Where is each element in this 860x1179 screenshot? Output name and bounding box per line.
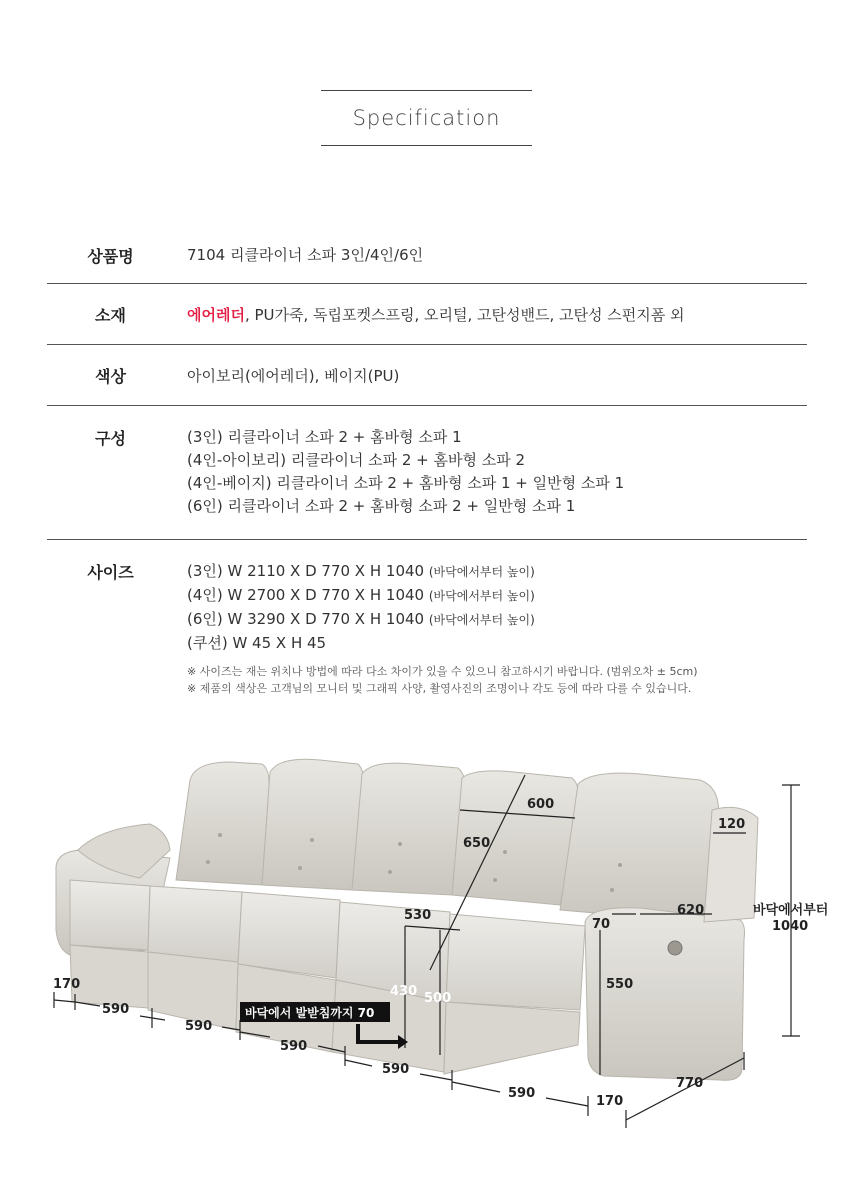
composition-line: (4인-아이보리) 리클라이너 소파 2 + 홈바형 소파 2 <box>187 451 526 469</box>
size-line-text: (6인) W 3290 X D 770 X H 1040 <box>187 610 425 628</box>
spec-value-color: 아이보리(에어레더), 베이지(PU) <box>187 366 400 385</box>
dim-seat-width: 600 <box>527 797 555 812</box>
dim-arm-height: 550 <box>606 977 634 992</box>
spec-value-material <box>174 304 807 325</box>
size-note: ※ 제품의 색상은 고객님의 모니터 및 그래픽 사양, 촬영사진의 조명이나 각도 등에 따라 다를 수 있습니다. <box>187 682 692 695</box>
size-line-text: (4인) W 2700 X D 770 X H 1040 <box>187 586 425 604</box>
material-highlight: 에어레더 <box>187 305 245 324</box>
spec-table <box>47 228 807 697</box>
dim-armrest-height: 500 <box>424 991 452 1006</box>
dim-back-height: 650 <box>463 836 491 851</box>
dim-footrest: 바닥에서 발받침까지 70 <box>245 1006 375 1020</box>
size-line <box>187 608 807 632</box>
dim-section-2: 590 <box>185 1019 213 1034</box>
size-line-text: (쿠션) W 45 X H 45 <box>187 634 327 652</box>
size-notes <box>187 663 807 697</box>
dim-section-4: 590 <box>382 1062 410 1077</box>
composition-line: (4인-베이지) 리클라이너 소파 2 + 홈바형 소파 1 + 일반형 소파 1 <box>187 474 625 492</box>
material-rest: , PU가죽, 독립포켓스프링, 오리털, 고탄성밴드, 고탄성 스펀지폼 외 <box>244 305 685 324</box>
recline-button-icon <box>668 941 682 955</box>
dim-total-height-label: 바닥에서부터 <box>753 903 829 918</box>
dim-right-edge: 170 <box>596 1094 624 1109</box>
size-line-text: (3인) W 2110 X D 770 X H 1040 <box>187 562 425 580</box>
spec-heading-box <box>321 90 532 146</box>
dim-arm-edge: 70 <box>592 917 611 932</box>
spec-row-name <box>47 228 807 284</box>
dim-seat-depth: 530 <box>404 908 432 923</box>
dim-total-height: 1040 <box>772 919 809 934</box>
size-note: ※ 사이즈는 재는 위치나 방법에 따라 다소 차이가 있을 수 있으니 참고하시기 바랍니다. (범위오차 ± 5cm) <box>187 665 698 678</box>
spec-value-composition <box>174 426 807 518</box>
spec-row-color <box>47 345 807 406</box>
size-line <box>187 584 807 608</box>
dim-section-3: 590 <box>280 1039 308 1054</box>
right-arm <box>585 908 745 1081</box>
dim-arm-depth: 620 <box>677 903 705 918</box>
dim-left-edge: 170 <box>53 977 81 992</box>
size-line <box>187 632 807 655</box>
spec-value-name: 7104 리클라이너 소파 3인/4인/6인 <box>187 246 424 264</box>
size-line <box>187 560 807 584</box>
spec-label-material: 소재 <box>95 305 126 325</box>
spec-label-composition: 구성 <box>95 429 126 448</box>
dim-armrest-width: 120 <box>718 817 746 832</box>
spec-label-color: 색상 <box>95 366 126 386</box>
composition-line: (3인) 리클라이너 소파 2 + 홈바형 소파 1 <box>187 428 462 446</box>
spec-value-size <box>174 560 807 697</box>
sofa-dimension-diagram <box>0 740 860 1175</box>
spec-row-size <box>47 540 807 697</box>
spec-heading: Specification <box>352 106 501 130</box>
composition-line: (6인) 리클라이너 소파 2 + 홈바형 소파 2 + 일반형 소파 1 <box>187 497 576 515</box>
sofa-illustration <box>0 740 860 1175</box>
size-line-note: (바닥에서부터 높이) <box>428 589 535 603</box>
spec-row-material <box>47 284 807 345</box>
size-line-note: (바닥에서부터 높이) <box>428 565 535 579</box>
dim-seat-height: 430 <box>390 984 418 999</box>
size-line-note: (바닥에서부터 높이) <box>428 613 535 627</box>
dim-depth: 770 <box>676 1076 704 1091</box>
dim-section-5: 590 <box>508 1086 536 1101</box>
spec-row-composition <box>47 406 807 540</box>
dim-section-1: 590 <box>102 1002 130 1017</box>
spec-label-name: 상품명 <box>87 247 134 266</box>
spec-label-size: 사이즈 <box>87 563 134 582</box>
